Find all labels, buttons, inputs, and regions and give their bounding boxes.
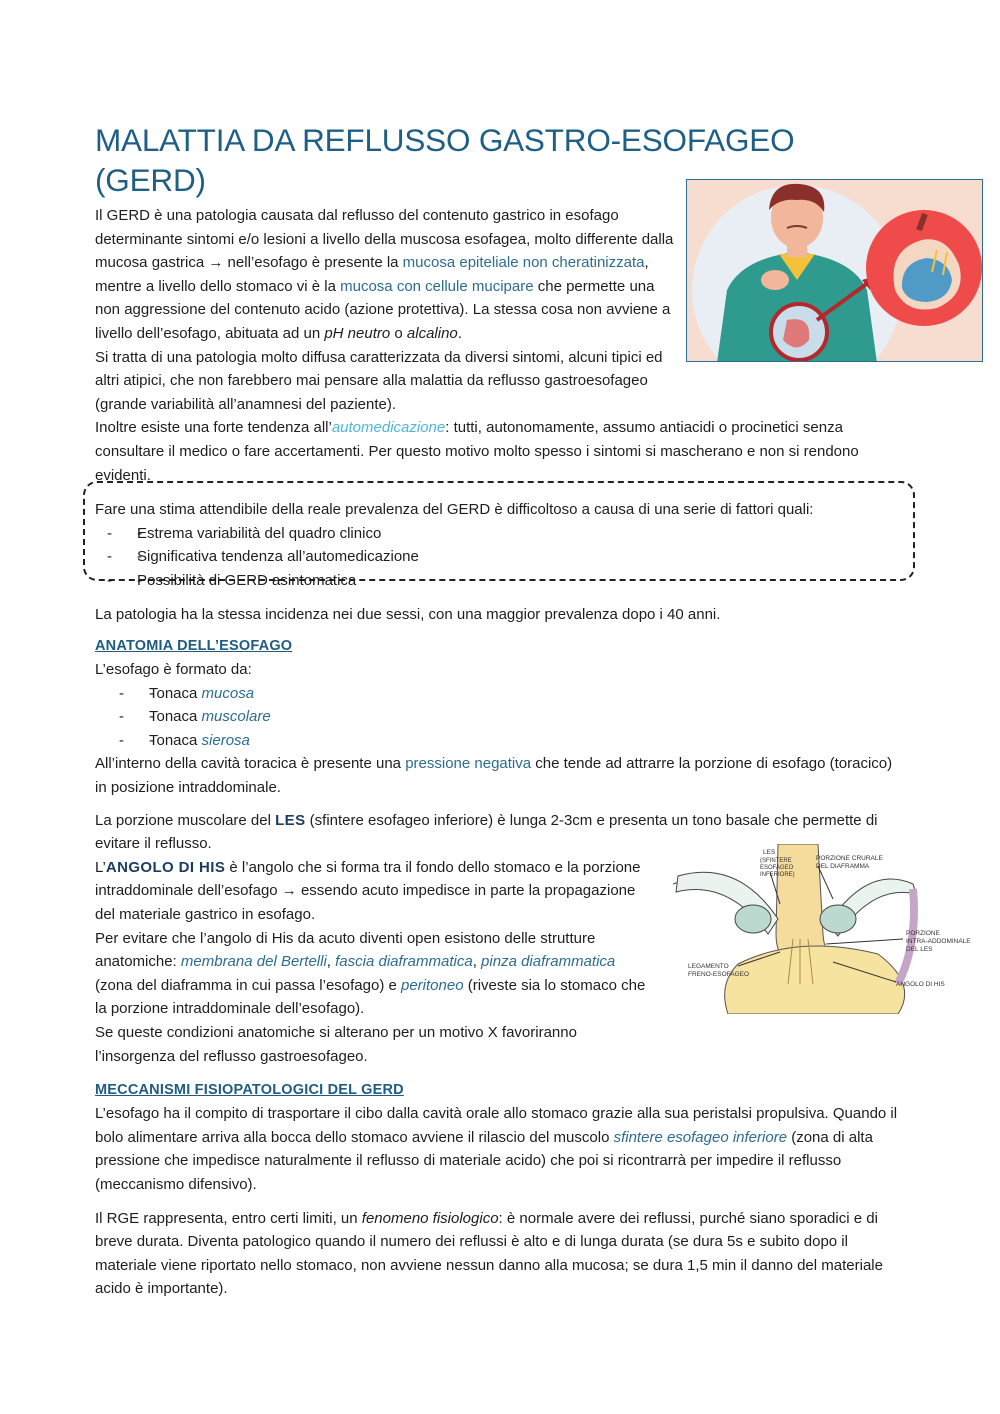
label-intra: PORZIONE — [906, 930, 940, 937]
les-paragraph: La porzione muscolare del LES (sfintere esofageo inferiore) è lunga 2-3cm e presenta un tono basale che permette di evitare il reflusso. — [95, 811, 878, 853]
list-item: - - Tonaca muscolare — [95, 705, 905, 729]
svg-text:INFERIORE): INFERIORE) — [760, 872, 795, 878]
svg-text:FRENO-ESOFAGEO: FRENO-ESOFAGEO — [688, 971, 750, 978]
label-his: ANGOLO DI HIS — [896, 981, 945, 988]
svg-text:INTRA-ADDOMINALE: INTRA-ADDOMINALE — [906, 938, 971, 945]
incidence-paragraph: La patologia ha la stessa incidenza nei due sessi, con una maggior prevalenza dopo i 40 anni. — [95, 605, 721, 623]
label-ligament: LEGAMENTO — [688, 963, 729, 970]
list-item: - - Estrema variabilità del quadro clinico — [95, 522, 905, 546]
mechanisms-heading: MECCANISMI FISIOPATOLOGICI DEL GERD — [95, 1082, 404, 1099]
list-item: - - Tonaca sierosa — [95, 729, 905, 753]
his-paragraph: L’ANGOLO DI HIS è l’angolo che si forma tra il fondo dello stomaco e la porzione intraddominale dell’esofago → essendo acuto impedisce in parte la propagazione del materiale gastrico in esofago. — [95, 858, 641, 924]
svg-text:DEL LES: DEL LES — [906, 946, 933, 953]
label-crural: PORZIONE CRURALE — [816, 855, 883, 862]
structures-paragraph: Per evitare che l’angolo di His da acuto diventi open esistono delle strutture anatomiche: membrana del Bertelli, fascia diaframmatica, pinza diaframmatica (zona del diaframma in cui passa l’esofago) e peritoneo (riveste sia lo stomaco che la porzione intraddominale dell’esofago). — [95, 929, 646, 1018]
intro-paragraph-3: Inoltre esiste una forte tendenza all’automedicazione: tutti, autonomamente, assumo antiacidi o procinetici senza consultare il medico o fare accertamenti. Per questo motivo molto spesso i sintomi si mascherano e non si rendono evidenti. — [95, 419, 859, 484]
document-body — [95, 120, 905, 1301]
svg-text:(SFINTERE: (SFINTERE — [760, 858, 792, 864]
list-item: - - Significativa tendenza all’automedicazione — [95, 545, 905, 569]
prevalence-lead: Fare una stima attendibile della reale prevalenza del GERD è difficoltoso a causa di una serie di fattori quali: — [95, 501, 814, 519]
anatomy-lead: L’esofago è formato da: — [95, 661, 252, 679]
label-les: LES — [763, 849, 776, 856]
list-item: - - Possibilità di GERD asintomatica — [95, 569, 905, 593]
list-item: - - Tonaca mucosa — [95, 682, 905, 706]
pressure-paragraph: All’interno della cavità toracica è presente una pressione negativa che tende ad attrarre la porzione di esofago (toracico) in posizione intraddominale. — [95, 755, 893, 797]
mechanisms-paragraph-1: L’esofago ha il compito di trasportare il cibo dalla cavità orale allo stomaco grazie alla sua peristalsi propulsiva. Quando il bolo alimentare arriva alla bocca dello stomaco avviene il rilascio del muscolo sfintere esofageo inferiore (zona di alta pressione che impedisce naturalmente il reflusso di materiale acido) che poi si ricontrarrà per impedire il reflusso (meccanismo difensivo). — [95, 1105, 898, 1193]
page-title: MALATTIA DA REFLUSSO GASTRO-ESOFAGEO (GERD) — [95, 122, 795, 198]
prevalence-section — [95, 498, 905, 592]
anatomy-heading: ANATOMIA DELL’ESOFAGO — [95, 638, 293, 655]
intro-paragraph-2: Si tratta di una patologia molto diffusa caratterizzata da diversi sintomi, alcuni tipici ed altri atipici, che non farebbero mai pensare alla malattia da reflusso gastroesofageo (grande variabilità all’anamnesi del paziente). — [95, 348, 663, 413]
prevalence-list — [95, 522, 905, 593]
intro-paragraph-1: Il GERD è una patologia causata dal reflusso del contenuto gastrico in esofago determinante sintomi e/o lesioni a livello della muscosa esofagea, molto differente dalla mucosa gastrica → nell’esofago è presente la mucosa epiteliale non cheratinizzata, mentre a livello dello stomaco vi è la mucosa con cellule mucipare che permette una non aggressione del contenuto acido (azione protettiva). La stessa cosa non avviene a livello dell’esofago, abituata ad un pH neutro o alcalino. — [95, 207, 674, 342]
svg-text:ESOFAGEO: ESOFAGEO — [760, 865, 794, 871]
svg-text:DEL DIAFRAMMA: DEL DIAFRAMMA — [816, 863, 870, 870]
alteration-paragraph: Se queste condizioni anatomiche si alterano per un motivo X favoriranno l’insorgenza del reflusso gastroesofageo. — [95, 1024, 577, 1065]
mechanisms-paragraph-2: Il RGE rappresenta, entro certi limiti, un fenomeno fisiologico: è normale avere dei reflussi, purché siano sporadici e di breve durata. Diventa patologico quando il numero dei reflussi è alto e di lunga durata (se dura 5s e subito dopo il materiale viene riportato nello stomaco, non avviene nessun danno alla mucosa; se dura 1,5 min il danno del materiale acido è importante). — [95, 1209, 883, 1298]
anatomy-list — [95, 682, 905, 753]
